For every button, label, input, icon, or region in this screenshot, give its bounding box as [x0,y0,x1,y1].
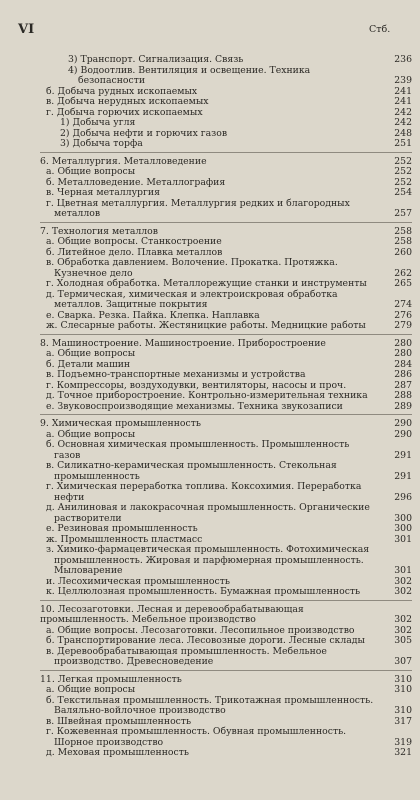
section-divider [40,334,412,335]
toc-entry-title: 6. Металлургия. Металловедение [40,155,207,167]
toc-entry-title: а. Общие вопросы [46,166,136,177]
toc-entry-column: 258 [394,236,412,247]
toc-entry-column: 260 [394,246,412,258]
toc-entry [40,167,412,178]
toc-entry-title: 7. Технология металлов [40,225,159,237]
toc-entry-title: д. Анилиновая и лакокрасочная промышленность. Органические растворители [46,502,370,524]
toc-entry-title: б. Текстильная промышленность. Трикотажная промышленность. Валяльно-войлочное производство [46,694,374,716]
toc-entry-title: з. Химико-фармацевтическая промышленность. Фотохимическая промышленность. Жировая и парфюмерная промышленность. Мыловарение [46,544,370,576]
toc-entry-column: 279 [394,320,412,331]
toc-entry-column: 296 [394,491,412,503]
toc-entry [40,685,412,696]
toc-entry-column: 276 [394,309,412,321]
toc-entry-column: 302 [394,614,412,625]
toc-entry-column: 280 [394,337,412,349]
section-divider [40,414,412,415]
toc-entry-column: 300 [394,523,412,534]
toc-entry-title: к. Целлюлозная промышленность. Бумажная промышленность [46,586,361,597]
toc-entry-column: 290 [394,418,412,429]
toc-entry [40,66,412,87]
toc-entry-column: 254 [394,187,412,198]
section-divider [40,222,412,223]
toc-entry-column: 257 [394,208,412,219]
section-divider [40,152,412,153]
toc-entry-column: 286 [394,369,412,380]
toc-entry [40,118,412,129]
toc-entry [40,258,412,279]
toc-entry [40,482,412,503]
toc-entry-title: а. Общие вопросы [46,684,136,695]
toc-entry [40,279,412,290]
toc-entry [40,402,412,413]
toc-entry-column: 310 [394,684,412,695]
toc-entry-title: а. Общие вопросы [46,348,136,359]
toc-entry-title: 3) Транспорт. Сигнализация. Связь [68,54,244,65]
toc-entry [40,370,412,381]
toc-entry-title: а. Общие вопросы [46,428,136,440]
toc-entry [40,321,412,332]
toc-entry [40,349,412,360]
toc-entry-title: б. Детали машин [46,358,131,370]
toc-entry-title: ж. Слесарные работы. Жестяницкие работы. Медницкие работы [46,320,366,331]
toc-entry-column: 301 [394,565,412,576]
toc-entry-title: 1) Добыча угля [60,117,136,128]
toc-entry-column: 242 [394,117,412,128]
toc-entry-column: 280 [394,348,412,359]
toc-entry-title: б. Металловедение. Металлография [46,176,226,188]
toc-entry [40,748,412,759]
toc-entry [40,461,412,482]
toc-entry-column: 288 [394,390,412,401]
toc-entry-title: д. Точное приборостроение. Контрольно-измерительная техника [46,390,368,401]
toc-entry-title: 4) Водоотлив. Вентиляция и освещение. Техника безопасности [68,64,311,86]
toc-entry-column: 302 [394,624,412,636]
toc-entry-column: 321 [394,747,412,758]
toc-entry-title: ж. Промышленность пластмасс [46,533,203,545]
toc-entry-column: 300 [394,512,412,524]
toc-entry-column: 290 [394,428,412,440]
toc-entry-column: 291 [394,470,412,482]
toc-entry [40,188,412,199]
toc-entry-title: г. Химическая переработка топлива. Коксохимия. Переработка нефти [46,481,362,503]
toc-entry-column: 262 [394,267,412,279]
toc-entry-title: в. Деревообрабатывающая промышленность. Мебельное производство. Древесноведение [46,645,327,667]
toc-entry-column: 319 [394,736,412,748]
toc-entry-column: 302 [394,586,412,597]
toc-entry [40,97,412,108]
toc-entry [40,290,412,311]
toc-entry-column: 252 [394,176,412,188]
toc-entry [40,237,412,248]
toc-entry-title: а. Общие вопросы. Станкостроение [46,236,222,247]
toc-entry [40,587,412,598]
toc-entry-column: 239 [394,75,412,86]
toc-entry-title: г. Холодная обработка. Металлорежущие станки и инструменты [46,278,367,289]
toc-entry-title: б. Добыча рудных ископаемых [46,85,198,97]
toc-entry-title: д. Термическая, химическая и электроискровая обработка металлов. Защитные покрытия [46,288,338,310]
toc-entry [40,524,412,535]
toc-entry [40,139,412,150]
toc-entry-title: е. Резиновая промышленность [46,523,198,534]
toc-entry-title: а. Общие вопросы. Лесозаготовки. Лесопильное производство [46,624,355,636]
toc-entry-title: 9. Химическая промышленность [40,418,201,429]
page-number-roman: VI [18,22,35,37]
toc-entry-title: в. Подъемно-транспортные механизмы и устройства [46,369,306,380]
toc-entry [40,391,412,402]
toc-entry-title: в. Обработка давлением. Волочение. Прокатка. Протяжка. Кузнечное дело [46,257,338,279]
toc-entry-title: в. Добыча нерудных ископаемых [46,96,209,107]
toc-entry-column: 265 [394,278,412,289]
toc-entry-title: 11. Легкая промышленность [40,673,182,685]
toc-entry-title: г. Цветная металлургия. Металлургия редких и благородных металлов [46,197,350,219]
toc-entry-title: и. Лесохимическая промышленность [46,575,230,587]
toc-entry-title: г. Кожевенная промышленность. Обувная промышленность. Шорное производство [46,726,347,748]
toc-entry-column: 251 [394,138,412,149]
toc-entry-title: г. Добыча горючих ископаемых [46,106,203,118]
section-divider [40,670,412,671]
toc-entry [40,727,412,748]
section-divider [40,600,412,601]
table-of-contents [40,55,412,759]
toc-entry [40,636,412,647]
toc-entry-title: 3) Добыча торфа [60,138,143,149]
toc-entry [40,696,412,717]
toc-entry-title: б. Основная химическая промышленность. Промышленность газов [46,439,350,461]
toc-entry-column: 241 [394,85,412,97]
toc-entry-column: 310 [394,705,412,716]
toc-entry-column: 248 [394,127,412,139]
toc-entry-title: г. Компрессоры, воздуходувки, вентиляторы, насосы и проч. [46,379,347,391]
toc-entry-title: 10. Лесозаготовки. Лесная и деревообрабатывающая промышленность. Мебельное производство [40,603,304,625]
toc-entry-column: 287 [394,379,412,391]
toc-entry-title: 2) Добыча нефти и горючих газов [60,127,228,139]
toc-entry-title: д. Меховая промышленность [46,747,189,758]
toc-entry-column: 274 [394,299,412,310]
toc-entry-column: 289 [394,400,412,412]
toc-entry-title: б. Литейное дело. Плавка металлов [46,246,223,258]
toc-entry-title: е. Звуковоспроизводящие механизмы. Техника звукозаписи [46,400,343,412]
toc-entry-column: 252 [394,166,412,177]
toc-entry-title: в. Силикатно-керамическая промышленность. Стекольная промышленность [46,460,337,482]
toc-entry-title: в. Швейная промышленность [46,715,192,727]
toc-entry-column: 291 [394,449,412,461]
toc-entry [40,199,412,220]
toc-section [40,605,412,626]
toc-entry-column: 258 [394,225,412,237]
toc-entry [40,440,412,461]
toc-entry-column: 236 [394,54,412,65]
toc-entry-column: 242 [394,106,412,118]
toc-entry-column: 241 [394,96,412,107]
toc-entry-column: 310 [394,673,412,685]
toc-entry-title: 8. Машиностроение. Машиностроение. Приборостроение [40,337,326,349]
toc-entry-column: 317 [394,715,412,727]
toc-entry [40,503,412,524]
toc-section [40,419,412,430]
toc-entry-title: в. Черная металлургия [46,187,160,198]
toc-entry-title: б. Транспортирование леса. Лесовозные дороги. Лесные склады [46,635,365,646]
column-header: Стб. [369,24,391,35]
toc-entry-column: 252 [394,155,412,167]
toc-entry-column: 307 [394,656,412,667]
toc-entry [40,647,412,668]
toc-entry-column: 305 [394,635,412,646]
toc-entry-column: 302 [394,575,412,587]
toc-entry [40,55,412,66]
toc-entry-column: 301 [394,533,412,545]
toc-entry-title: е. Сварка. Резка. Пайка. Клепка. Наплавка [46,309,260,321]
toc-entry [40,545,412,577]
toc-entry-column: 284 [394,358,412,370]
